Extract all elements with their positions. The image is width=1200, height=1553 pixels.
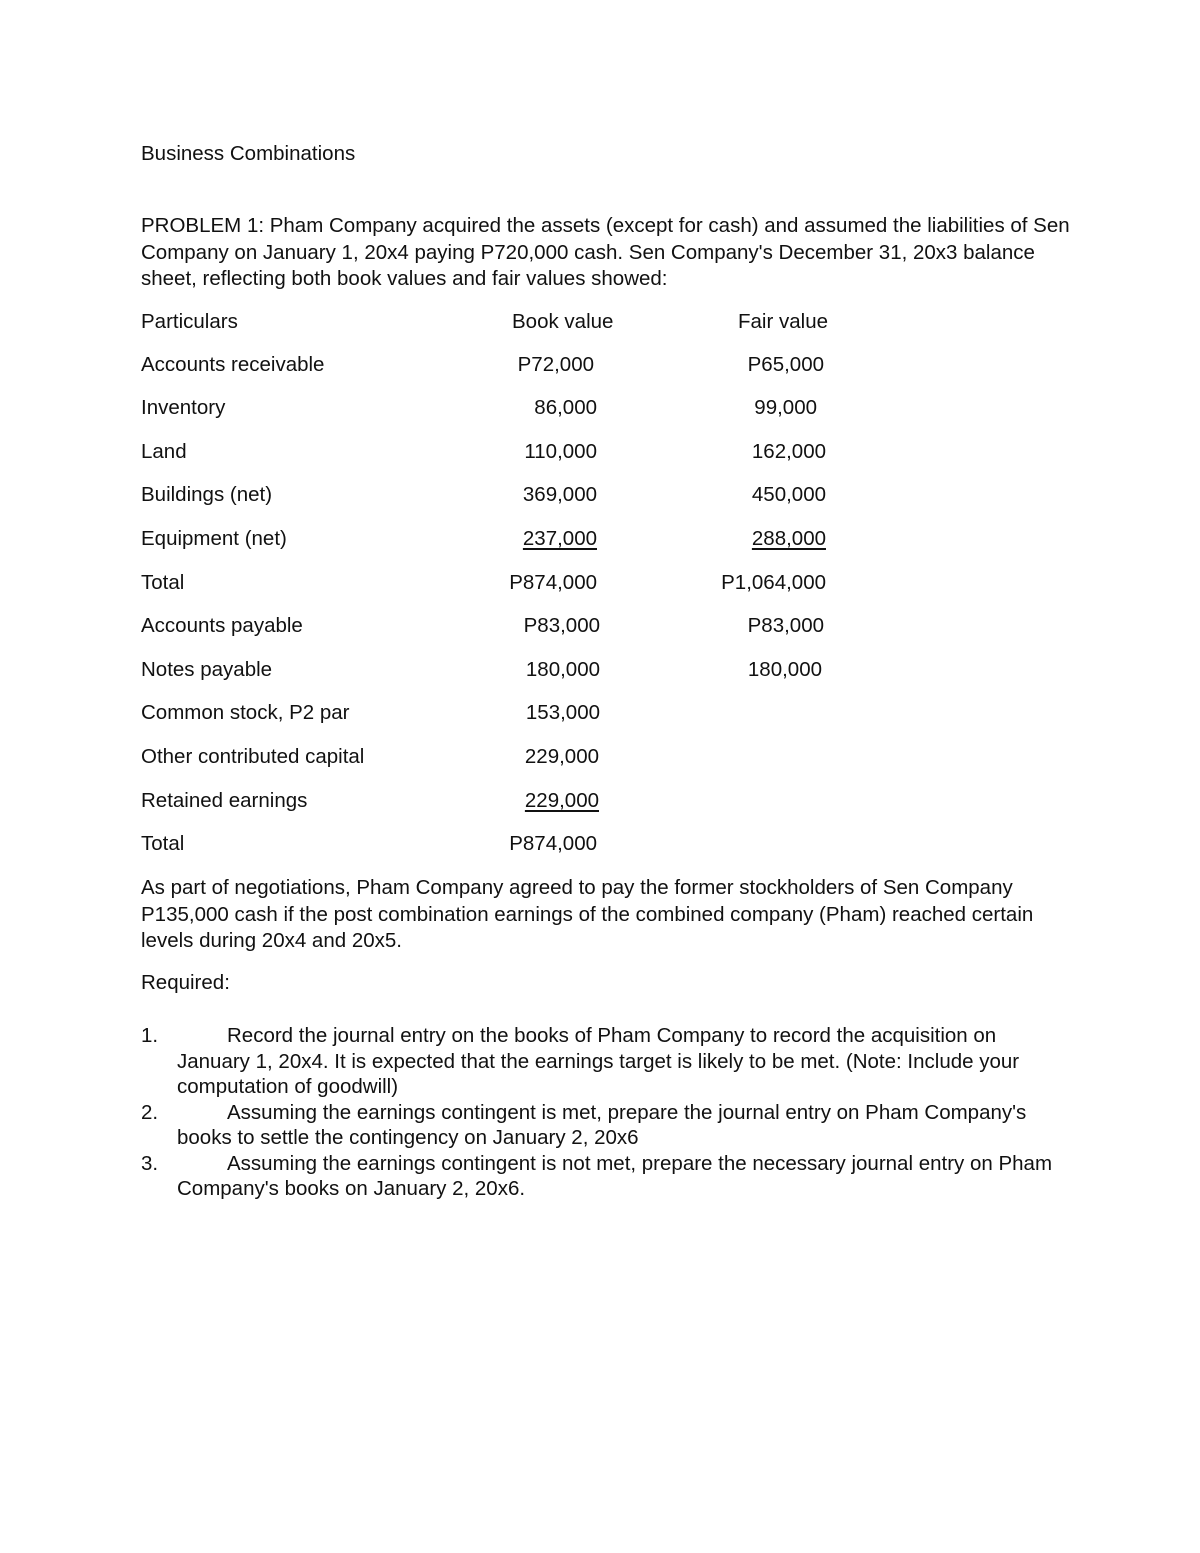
table-row — [0, 570, 1200, 596]
list-item — [141, 1151, 1071, 1202]
list-item — [141, 1023, 1071, 1100]
row-book-value: 86,000 — [534, 396, 597, 419]
table-header-row — [0, 309, 1200, 335]
header-fair-value: Fair value — [738, 310, 829, 333]
row-book-value: 180,000 — [525, 658, 600, 681]
row-book-value: P874,000 — [509, 571, 597, 594]
row-label: Accounts payable — [141, 614, 303, 637]
row-label: Other contributed capital — [141, 745, 365, 768]
row-label: Accounts receivable — [141, 353, 325, 376]
row-book-value: P72,000 — [517, 353, 594, 376]
list-item-number: 2. — [141, 1100, 159, 1124]
row-fair-value: 180,000 — [747, 658, 822, 681]
row-book-value: P83,000 — [523, 614, 600, 637]
row-label: Total — [141, 832, 185, 855]
row-label: Equipment (net) — [141, 527, 287, 550]
row-fair-value: P83,000 — [747, 614, 824, 637]
row-fair-value: 288,000 — [751, 527, 826, 550]
row-book-value: 369,000 — [522, 483, 597, 506]
table-row — [0, 352, 1200, 378]
table-row — [0, 657, 1200, 683]
table-row — [0, 744, 1200, 770]
row-fair-value: 162,000 — [751, 440, 826, 463]
row-label: Retained earnings — [141, 789, 308, 812]
requirements-list — [141, 1023, 1071, 1202]
table-row — [0, 526, 1200, 552]
row-fair-value: P65,000 — [747, 353, 824, 376]
row-fair-value: P1,064,000 — [721, 571, 826, 594]
table-row — [0, 700, 1200, 726]
row-fair-value: 450,000 — [751, 483, 826, 506]
row-book-value: 229,000 — [524, 789, 599, 812]
table-row — [0, 395, 1200, 421]
list-item-number: 3. — [141, 1151, 159, 1175]
negotiation-paragraph: As part of negotiations, Pham Company agreed to pay the former stockholders of Sen Company P135,000 cash if the post combination earnings of the combined company (Pham) reached certain levels during 20x4 and 20x5. — [141, 876, 1034, 952]
row-book-value: P874,000 — [509, 832, 597, 855]
row-book-value: 153,000 — [525, 701, 600, 724]
row-book-value: 229,000 — [524, 745, 599, 768]
table-row — [0, 831, 1200, 857]
list-item-number: 1. — [141, 1024, 159, 1047]
table-row — [0, 788, 1200, 814]
row-label: Common stock, P2 par — [141, 701, 350, 724]
row-label: Total — [141, 571, 185, 594]
row-label: Land — [141, 440, 187, 463]
header-book-value: Book value — [512, 310, 614, 333]
table-row — [0, 613, 1200, 639]
list-item-text: Record the journal entry on the books of Pham Company to record the acquisition on January 1, 20x4. It is expected that the earnings target is likely to be met. (Note: Include your computation of goodwill) — [177, 1024, 1020, 1098]
table-row — [0, 482, 1200, 508]
header-particulars: Particulars — [141, 310, 238, 333]
document-title: Business Combinations — [141, 142, 356, 165]
row-fair-value: 99,000 — [754, 396, 817, 419]
list-item-text: Assuming the earnings contingent is not met, prepare the necessary journal entry on Pham Company's books on January 2, 20x6. — [177, 1151, 1053, 1200]
row-book-value: 237,000 — [522, 527, 597, 550]
problem-intro: PROBLEM 1: Pham Company acquired the assets (except for cash) and assumed the liabilities of Sen Company on January 1, 20x4 paying P720,000 cash. Sen Company's December 31, 20x3 balance sheet, reflecting both book values and fair values showed: — [141, 214, 1070, 290]
row-label: Buildings (net) — [141, 483, 273, 506]
table-row — [0, 439, 1200, 465]
row-label: Notes payable — [141, 658, 273, 681]
row-label: Inventory — [141, 396, 226, 419]
list-item-text: Assuming the earnings contingent is met, prepare the journal entry on Pham Company's books to settle the contingency on January 2, 20x6 — [177, 1100, 1027, 1149]
required-label: Required: — [141, 971, 230, 994]
list-item — [141, 1100, 1071, 1151]
row-book-value: 110,000 — [524, 440, 597, 463]
